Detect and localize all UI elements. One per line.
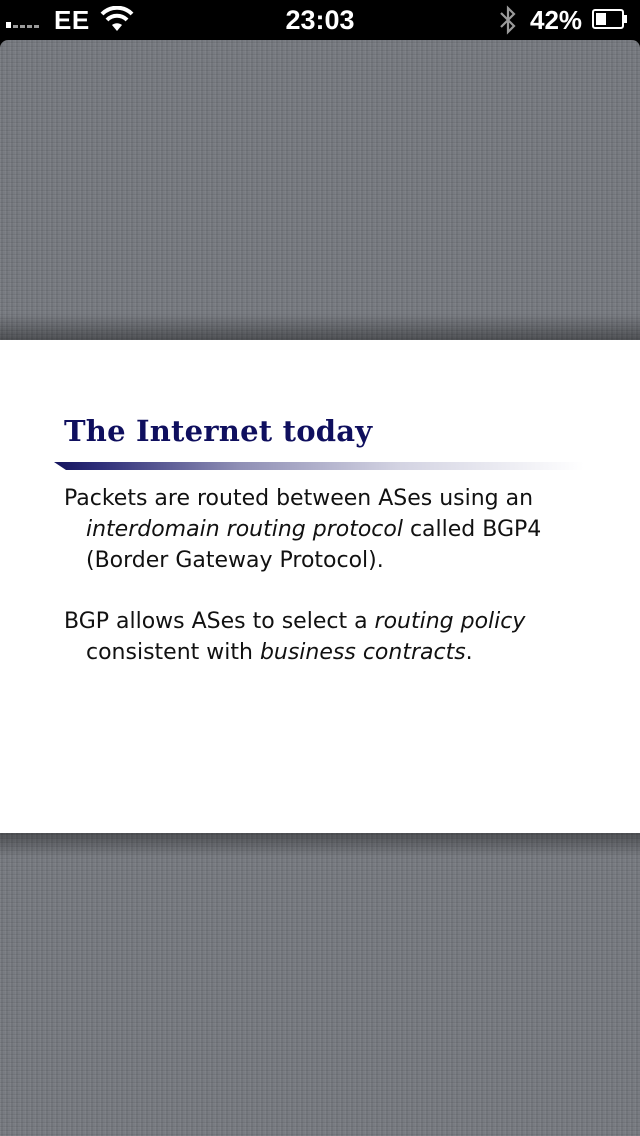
slide-body [64, 483, 604, 668]
status-time: 23:03 [285, 5, 355, 35]
linen-background-top [0, 40, 640, 340]
linen-background-bottom [0, 833, 640, 1136]
carrier-name: EE [54, 5, 90, 35]
battery-icon [592, 9, 628, 29]
status-bar [0, 0, 640, 40]
bullet-item: Packets are routed between ASes using an interdomain routing protocol called BGP4 (Border Gateway Protocol). [64, 486, 542, 573]
slide-title: The Internet today [64, 414, 373, 448]
bullet-item: BGP allows ASes to select a routing policy consistent with business contracts. [64, 609, 526, 665]
battery-percentage: 42% [530, 5, 583, 35]
slide[interactable] [0, 340, 640, 833]
title-underline [54, 462, 584, 470]
bluetooth-icon [498, 4, 518, 36]
